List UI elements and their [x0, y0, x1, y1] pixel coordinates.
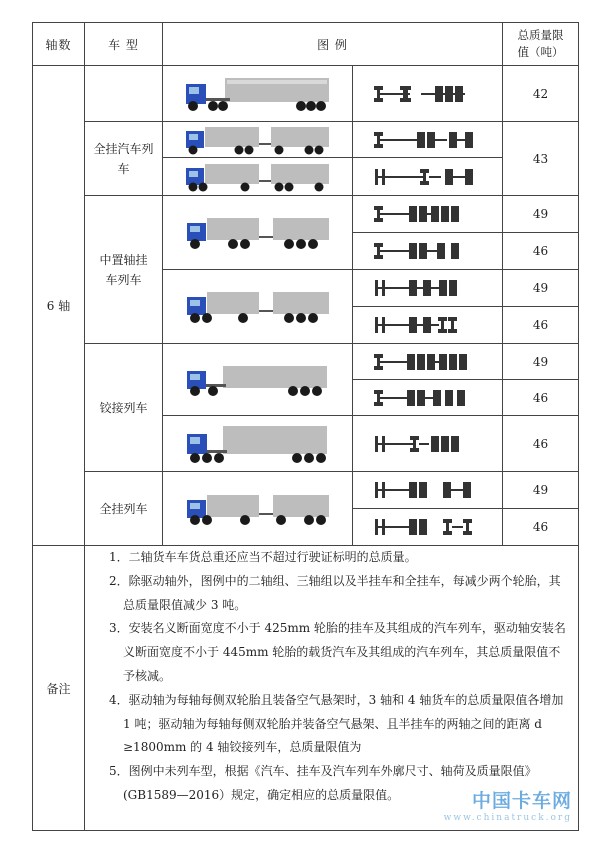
- truck-illustration: [163, 416, 353, 472]
- header-legend: 图 例: [163, 23, 503, 66]
- axle-diagram: [353, 380, 503, 416]
- vehicle-type-label: 全挂列车: [99, 501, 148, 516]
- limit-value: 46: [503, 416, 579, 472]
- truck-full-trailer-icon: [183, 161, 333, 193]
- truck-center-axle-icon: [183, 288, 333, 326]
- axle-diagram: [353, 66, 503, 122]
- vehicle-type-center-axle: [85, 196, 163, 344]
- note-item: 4．驱动轴为每轴每侧双轮胎且装备空气悬架时，3 轴和 4 轴货车的总质量限值各增加 1 吨；驱动轴为每轴每侧双轮胎并装备空气悬架、且半挂车的两轴之间的距离 d ≥1800mm 的 4 轴铰接列车，总质量限值为: [109, 692, 564, 755]
- table-row: [33, 122, 579, 158]
- header-vehicle-type: 车 型: [85, 23, 163, 66]
- limit-value: 49: [503, 344, 579, 380]
- axle-diagram: [353, 472, 503, 509]
- table-row: [33, 344, 579, 380]
- limit-value: 42: [503, 66, 579, 122]
- axle-layout-icon: [373, 277, 483, 299]
- axle-layout-icon: [373, 129, 483, 151]
- header-limit-line2: 值（吨）: [517, 45, 564, 59]
- limit-value: 49: [503, 472, 579, 509]
- axle-diagram: [353, 416, 503, 472]
- axle-layout-icon: [373, 387, 483, 409]
- limit-value: 49: [503, 270, 579, 307]
- notes-label: 备注: [33, 546, 85, 831]
- limit-value: 46: [503, 380, 579, 416]
- limit-value: 46: [503, 307, 579, 344]
- axle-layout-icon: [373, 203, 483, 225]
- axle-layout-icon: [373, 166, 483, 188]
- truck-illustration: [163, 196, 353, 270]
- vehicle-type-label: 全挂汽车列车: [93, 141, 154, 176]
- axle-layout-icon: [373, 351, 483, 373]
- limit-value: 43: [503, 122, 579, 196]
- note-item: 2．除驱动轴外，图例中的二轴组、三轴组以及半挂车和全挂车，每减少两个轮胎，其总质量限值减少 3 吨。: [109, 573, 561, 612]
- header-limit: [503, 23, 579, 66]
- vehicle-type-full-trailer-2: [85, 472, 163, 546]
- header-limit-line1: 总质量限: [517, 28, 564, 42]
- axle-group-label: 6 轴: [33, 66, 85, 546]
- truck-illustration: [163, 122, 353, 158]
- axle-diagram: [353, 509, 503, 546]
- limit-value: 46: [503, 509, 579, 546]
- watermark-logo-text: 中国卡车网: [471, 790, 572, 812]
- axle-limit-table: [32, 22, 579, 831]
- axle-layout-icon: [373, 240, 483, 262]
- truck-full-trailer-icon: [183, 490, 333, 528]
- truck-full-trailer-icon: [183, 124, 333, 156]
- truck-illustration: [163, 270, 353, 344]
- axle-diagram: [353, 233, 503, 270]
- vehicle-type-full-trailer: [85, 122, 163, 196]
- vehicle-type-label: 铰接列车: [99, 400, 148, 415]
- axle-diagram: [353, 122, 503, 158]
- vehicle-type-empty: [85, 66, 163, 122]
- truck-center-axle-icon: [183, 214, 333, 252]
- note-item: 5．图例中未列车型，根据《汽车、挂车及汽车列车外廓尺寸、轴荷及质量限值》(GB1589—2016）规定，确定相应的总质量限值。: [109, 764, 537, 802]
- header-axle-count: 轴数: [33, 23, 85, 66]
- vehicle-type-label: 中置轴挂车列车: [99, 252, 148, 287]
- axle-layout-icon: [373, 83, 483, 105]
- axle-layout-icon: [373, 433, 483, 455]
- axle-diagram: [353, 158, 503, 196]
- watermark-url: www.chinatruck.org: [443, 813, 572, 823]
- watermark: [444, 786, 572, 823]
- truck-articulated-icon: [183, 361, 333, 399]
- note-item: 1．二轴货车车货总重还应当不超过行驶证标明的总质量。: [109, 550, 417, 564]
- truck-illustration: [163, 472, 353, 546]
- axle-layout-icon: [373, 516, 483, 538]
- truck-articulated-icon: [183, 422, 333, 466]
- axle-diagram: [353, 307, 503, 344]
- axle-layout-icon: [373, 479, 483, 501]
- axle-diagram: [353, 344, 503, 380]
- truck-semi-trailer-icon: [183, 74, 333, 114]
- header-row: [33, 23, 579, 66]
- vehicle-type-articulated: [85, 344, 163, 472]
- limit-value: 46: [503, 233, 579, 270]
- table-row: [33, 196, 579, 233]
- axle-diagram: [353, 270, 503, 307]
- truck-illustration: [163, 344, 353, 416]
- table-row: [33, 472, 579, 509]
- axle-layout-icon: [373, 314, 483, 336]
- truck-illustration: [163, 66, 353, 122]
- table-row: [33, 66, 579, 122]
- truck-illustration: [163, 158, 353, 196]
- axle-diagram: [353, 196, 503, 233]
- note-item: 3．安装名义断面宽度不小于 425mm 轮胎的挂车及其组成的汽车列车，驱动轴安装名义断面宽度不小于 445mm 轮胎的载货汽车及其组成的汽车列车，其总质量限值不予核减。: [109, 621, 566, 683]
- limit-value: 49: [503, 196, 579, 233]
